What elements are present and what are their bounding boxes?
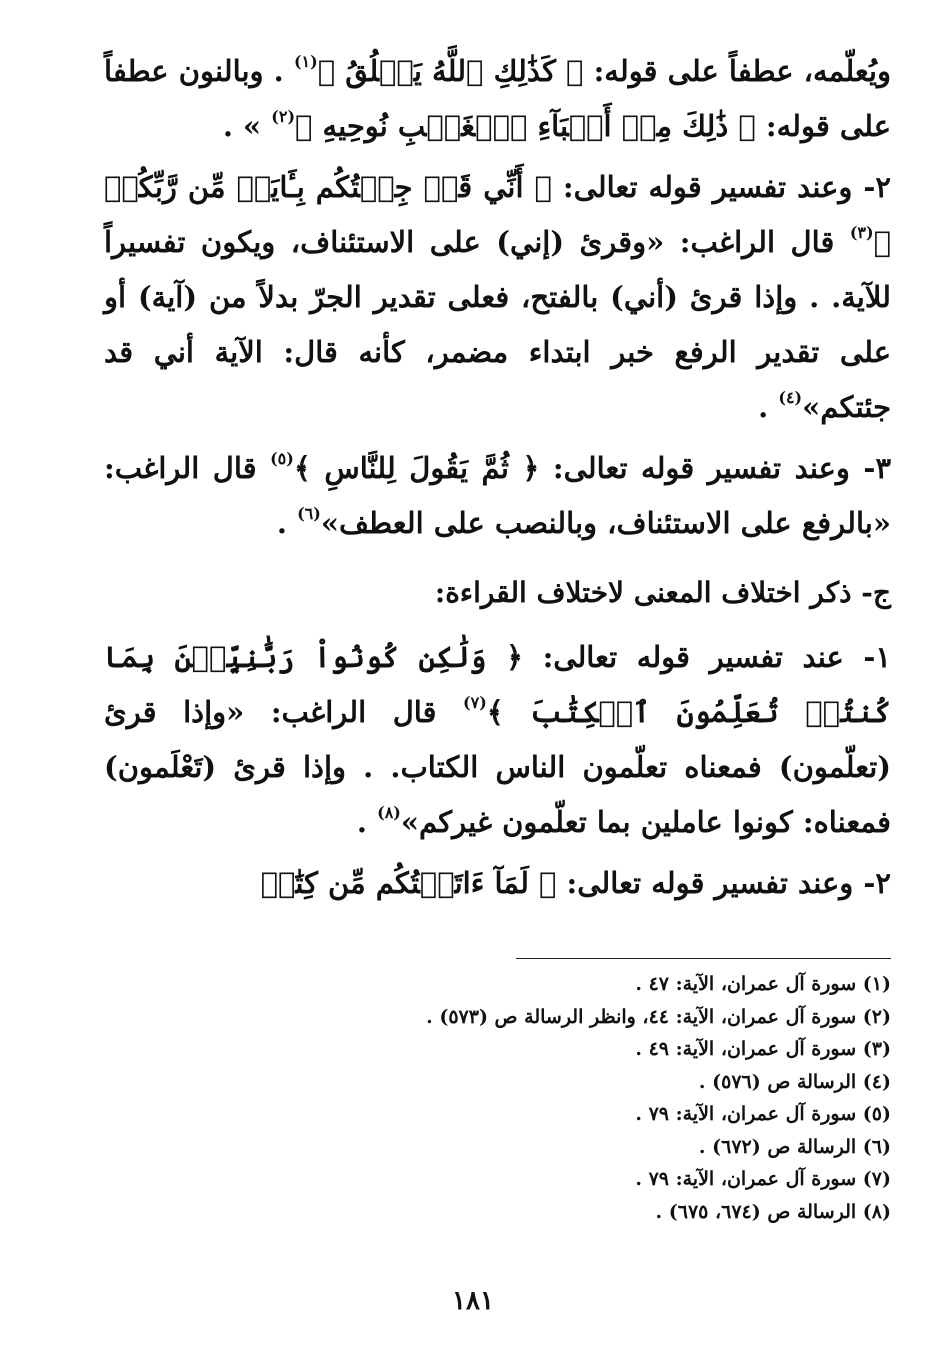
footnote-ref[interactable]: (١) xyxy=(293,52,318,71)
footnote-separator xyxy=(516,958,891,959)
footnote-item: (٣) سورة آل عمران، الآية: ٤٩ . xyxy=(635,1038,891,1060)
section-heading: ج- ذكر اختلاف المعنى لاختلاف القراءة: xyxy=(434,576,891,609)
text-span: . xyxy=(356,805,378,839)
text-span: ١- عند تفسير قوله تعالى: xyxy=(523,640,891,674)
page-number: ١٨١ xyxy=(452,1286,494,1316)
footnote-ref[interactable]: (٨) xyxy=(377,803,401,822)
quran-verse: ﴿ وَلَٰكِن كُونُواْ رَبَّٰنِيِّـۧنَ بِمَا كُنتُمۡ تُعَلِّمُونَ ٱلۡكِتَٰبَ ﴾ xyxy=(104,640,891,729)
footnote-item: (٥) سورة آل عمران، الآية: ٧٩ . xyxy=(635,1103,891,1125)
footnote-ref[interactable]: (٣) xyxy=(849,223,874,242)
text-span: ويُعلّمه، عطفاً على قوله: xyxy=(583,54,892,88)
footnote-ref[interactable]: (٧) xyxy=(463,693,487,712)
quran-verse: ﴿ ذَٰلِكَ مِنۡ أَنۢبَآءِ ٱلۡغَيۡبِ نُوحِيهِ ﴾ xyxy=(295,109,756,143)
text-span: » . xyxy=(222,109,272,143)
paragraph-3 xyxy=(104,441,891,551)
quran-verse: ﴿ ثُمَّ يَقُولَ لِلنَّاسِ ﴾ xyxy=(293,451,540,485)
text-span: . وبالنون عطفاً على قوله: xyxy=(104,54,891,143)
footnote-item: (٤) الرسالة ص (٥٧٦) . xyxy=(698,1070,891,1093)
footnote-ref[interactable]: (٢) xyxy=(271,107,296,126)
text-span: قال الراغب: «وقرئ (إني) على الاستئناف، ويكون تفسيراً للآية. . وإذا قرئ (أني) بالفتح، فعلى تقدير الجرّ بدلاً من (آية) أو على تقدير الرفع خبر ابتداء مضمر، كأنه قال: الآية أني قد جئتكم» xyxy=(104,225,891,424)
text-span: ٣- وعند تفسير قوله تعالى: xyxy=(539,451,892,485)
footnote-item: (٧) سورة آل عمران، الآية: ٧٩ . xyxy=(635,1168,891,1190)
main-text xyxy=(104,44,891,911)
footnote-item: (٢) سورة آل عمران، الآية: ٤٤، وانظر الرسالة ص (٥٧٣) . xyxy=(426,1005,891,1028)
paragraph-4 xyxy=(104,630,891,850)
footnote-ref[interactable]: (٥) xyxy=(270,449,294,468)
footnote-ref[interactable]: (٤) xyxy=(778,388,803,407)
text-span: ٢- وعند تفسير قوله تعالى: xyxy=(551,170,891,204)
quran-verse: ﴿ كَذَٰلِكِ ٱللَّهُ يَخۡلُقُ ﴾ xyxy=(317,54,584,88)
text-span: . xyxy=(758,390,779,424)
footnote-item: (١) سورة آل عمران، الآية: ٤٧ . xyxy=(635,973,891,995)
paragraph-5 xyxy=(104,856,891,911)
footnote-ref[interactable]: (٦) xyxy=(297,504,321,523)
text-span: قال الراغب: «بالرفع على الاستئناف، وبالنصب على العطف» xyxy=(104,451,891,540)
quran-verse: ﴿ لَمَآ ءَاتَيۡتُكُم مِّن كِتَٰبٖ xyxy=(260,866,557,900)
text-span: ٢- وعند تفسير قوله تعالى: xyxy=(556,866,891,900)
footnote-item: (٨) الرسالة ص (٦٧٤، ٦٧٥) . xyxy=(655,1200,891,1223)
paragraph-1 xyxy=(104,44,891,154)
footnote-item: (٦) الرسالة ص (٦٧٢) . xyxy=(698,1135,891,1158)
text-span: . xyxy=(276,506,298,540)
paragraph-2 xyxy=(104,160,891,435)
quran-verse: ﴿ أَنِّي قَدۡ جِئۡتُكُم بِـَٔايَةٖ مِّن رَّبِّكُمۡ ﴾ xyxy=(104,170,891,259)
text-span: قال الراغب: «وإذا قرئ (تعلّمون) فمعناه تعلّمون الناس الكتاب. . وإذا قرئ (تَعْلَمون) فمعناه: كونوا عاملين بما تعلّمون غيركم» xyxy=(104,695,891,839)
footnotes xyxy=(104,968,891,1228)
